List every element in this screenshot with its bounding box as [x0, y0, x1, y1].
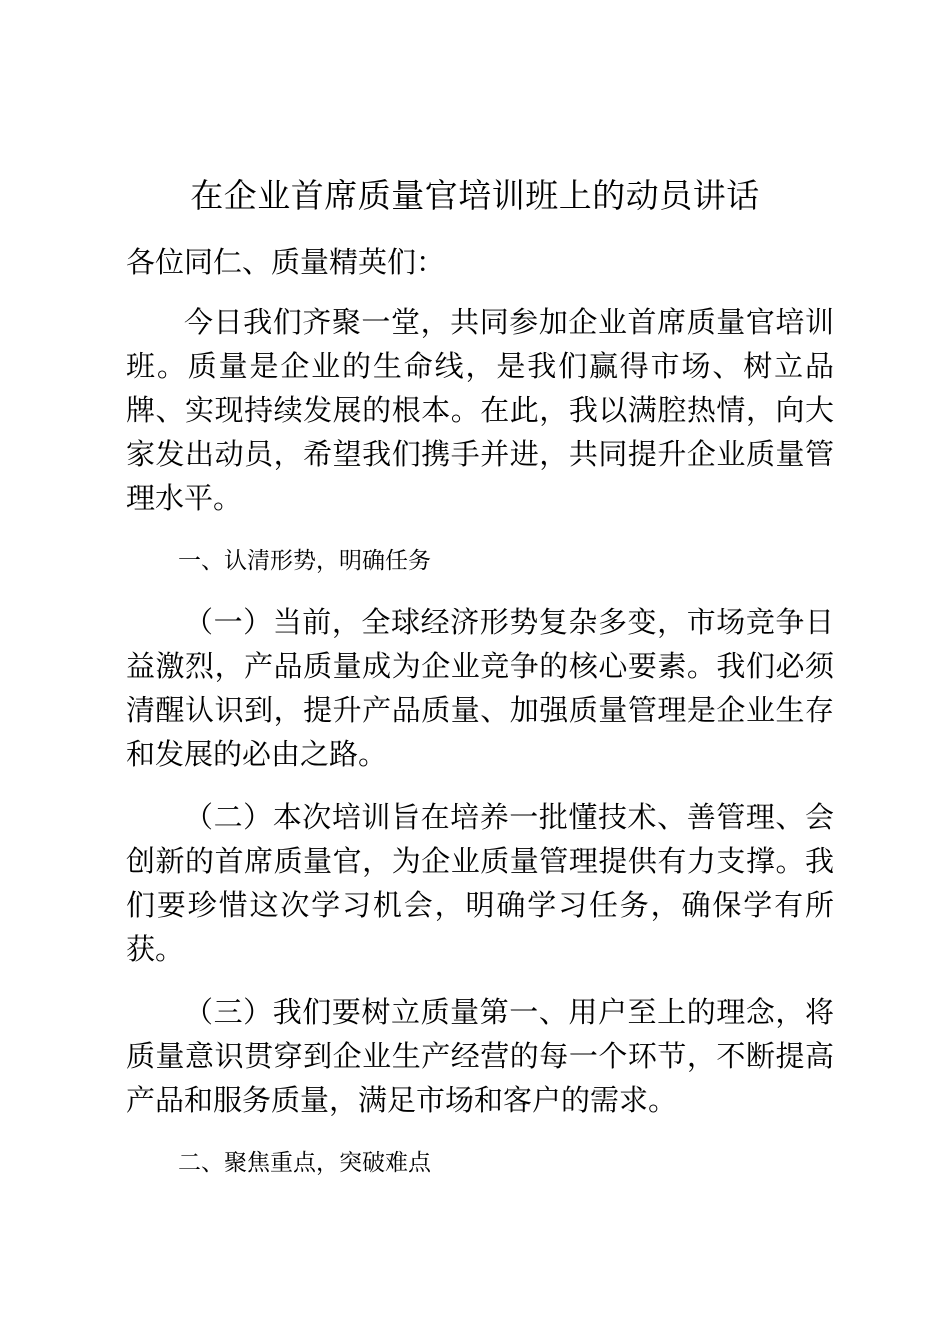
salutation: 各位同仁、质量精英们：	[126, 245, 446, 279]
document-title: 在企业首席质量官培训班上的动员讲话	[190, 176, 760, 215]
paragraph-item-3: （三）我们要树立质量第一、用户至上的理念，将质量意识贯穿到企业生产经营的每一个环节，不断提高产品和服务质量，满足市场和客户的需求。	[126, 995, 834, 1117]
paragraph-item-2: （二）本次培训旨在培养一批懂技术、善管理、会创新的首席质量官，为企业质量管理提供有力支撑。我们要珍惜这次学习机会，明确学习任务，确保学有所获。	[126, 800, 834, 966]
paragraph-intro: 今日我们齐聚一堂，共同参加企业首席质量官培训班。质量是企业的生命线，是我们赢得市场、树立品牌、实现持续发展的根本。在此，我以满腔热情，向大家发出动员，希望我们携手并进，共同提升企业质量管理水平。	[126, 305, 834, 515]
paragraph-item-1: （一）当前，全球经济形势复杂多变，市场竞争日益激烈，产品质量成为企业竞争的核心要素。我们必须清醒认识到，提升产品质量、加强质量管理是企业生存和发展的必由之路。	[126, 605, 834, 771]
section-heading-2: 二、聚焦重点，突破难点	[178, 1150, 431, 1176]
section-heading-1: 一、认清形势，明确任务	[178, 548, 431, 574]
